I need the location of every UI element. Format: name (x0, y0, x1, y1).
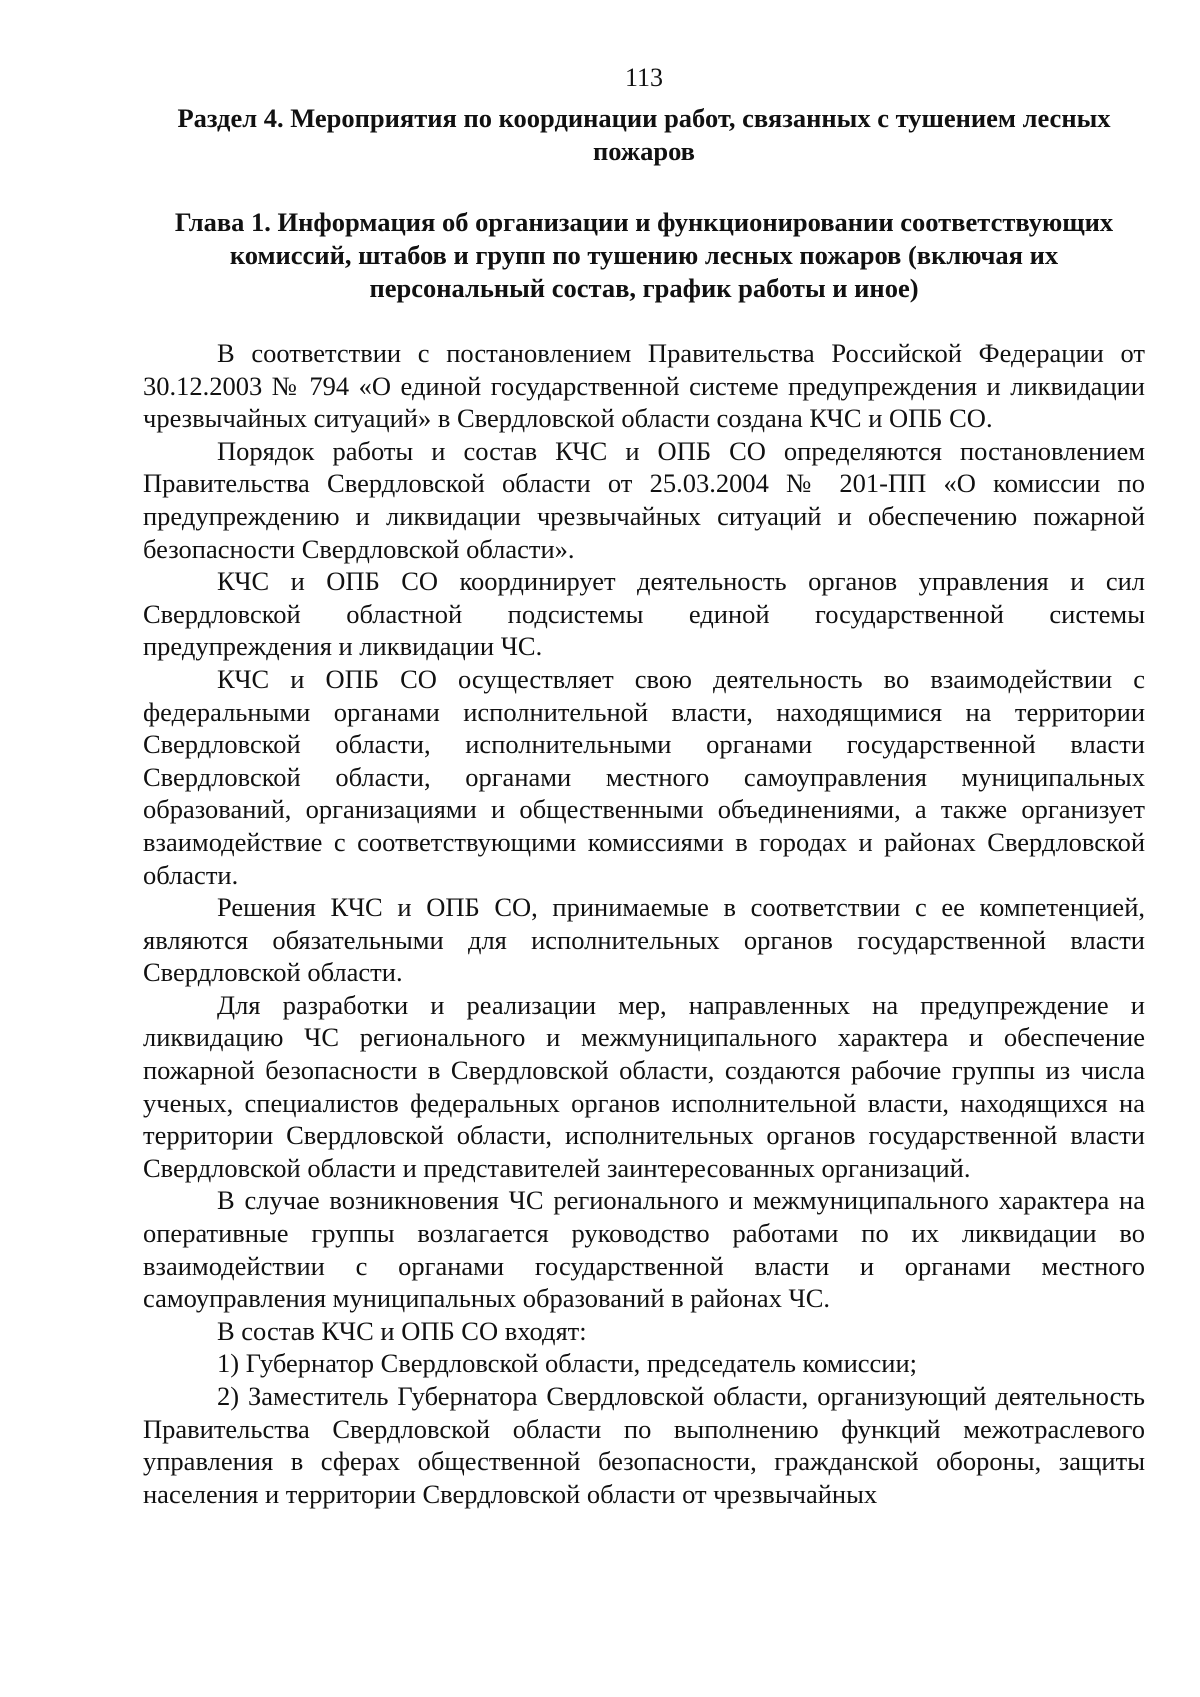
paragraph-interaction: КЧС и ОПБ СО осуществляет свою деятельность во взаимодействии с федеральными органами исполнительной власти, находящимися на территории Свердловской области, исполнительными органами государственной власти Свердловской области, органами местного самоуправления муниципальных образований, организациями и общественными объединениями, а также организует взаимодействие с соответствующими комиссиями в городах и районах Свердловской области. (143, 663, 1145, 890)
page-number: 113 (624, 63, 664, 92)
paragraph-operational-groups: В случае возникновения ЧС регионального и межмуниципального характера на оперативные группы возлагается руководство работами по их ликвидации во взаимодействии с органами государственной власти и органами местного самоуправления муниципальных образований в районах ЧС. (143, 1185, 1145, 1314)
paragraph-decisions: Решения КЧС и ОПБ СО, принимаемые в соответствии с ее компетенцией, являются обязательными для исполнительных органов государственной власти Свердловской области. (143, 892, 1145, 988)
chapter-title: Глава 1. Информация об организации и функционировании соответствующих комиссий, штабов и групп по тушению лесных пожаров (включая их персональный состав, график работы и иное) (174, 207, 1114, 303)
section-title: Раздел 4. Мероприятия по координации работ, связанных с тушением лесных пожаров (177, 103, 1111, 166)
paragraph-coordination: КЧС и ОПБ СО координирует деятельность органов управления и сил Свердловской областной подсистемы единой государственной системы предупреждения и ликвидации ЧС. (143, 566, 1145, 662)
list-item: 2) Заместитель Губернатора Свердловской области, организующий деятельность Правительства Свердловской области по выполнению функций межотраслевого управления в сферах общественной безопасности, гражданской обороны, защиты населения и территории Свердловской области от чрезвычайных (143, 1381, 1145, 1509)
document-page (143, 62, 1145, 1510)
paragraph-legal-basis: В соответствии с постановлением Правительства Российской Федерации от 30.12.2003 № 794 «О единой государственной системе предупреждения и ликвидации чрезвычайных ситуаций» в Свердловской области создана КЧС и ОПБ СО. (143, 338, 1145, 434)
paragraph-procedure: Порядок работы и состав КЧС и ОПБ СО определяются постановлением Правительства Свердловской области от 25.03.2004 № 201-ПП «О комиссии по предупреждению и ликвидации чрезвычайных ситуаций и обеспечению пожарной безопасности Свердловской области». (143, 435, 1145, 564)
document-body (143, 337, 1145, 1510)
list-item: 1) Губернатор Свердловской области, председатель комиссии; (217, 1348, 917, 1379)
paragraph-composition-intro: В состав КЧС и ОПБ СО входят: (217, 1315, 587, 1346)
paragraph-working-groups: Для разработки и реализации мер, направленных на предупреждение и ликвидацию ЧС регионального и межмуниципального характера и обеспечение пожарной безопасности в Свердловской области, создаются рабочие группы из числа ученых, специалистов федеральных органов исполнительной власти, находящихся на территории Свердловской области, исполнительных органов государственной власти Свердловской области и представителей заинтересованных организаций. (143, 989, 1145, 1183)
